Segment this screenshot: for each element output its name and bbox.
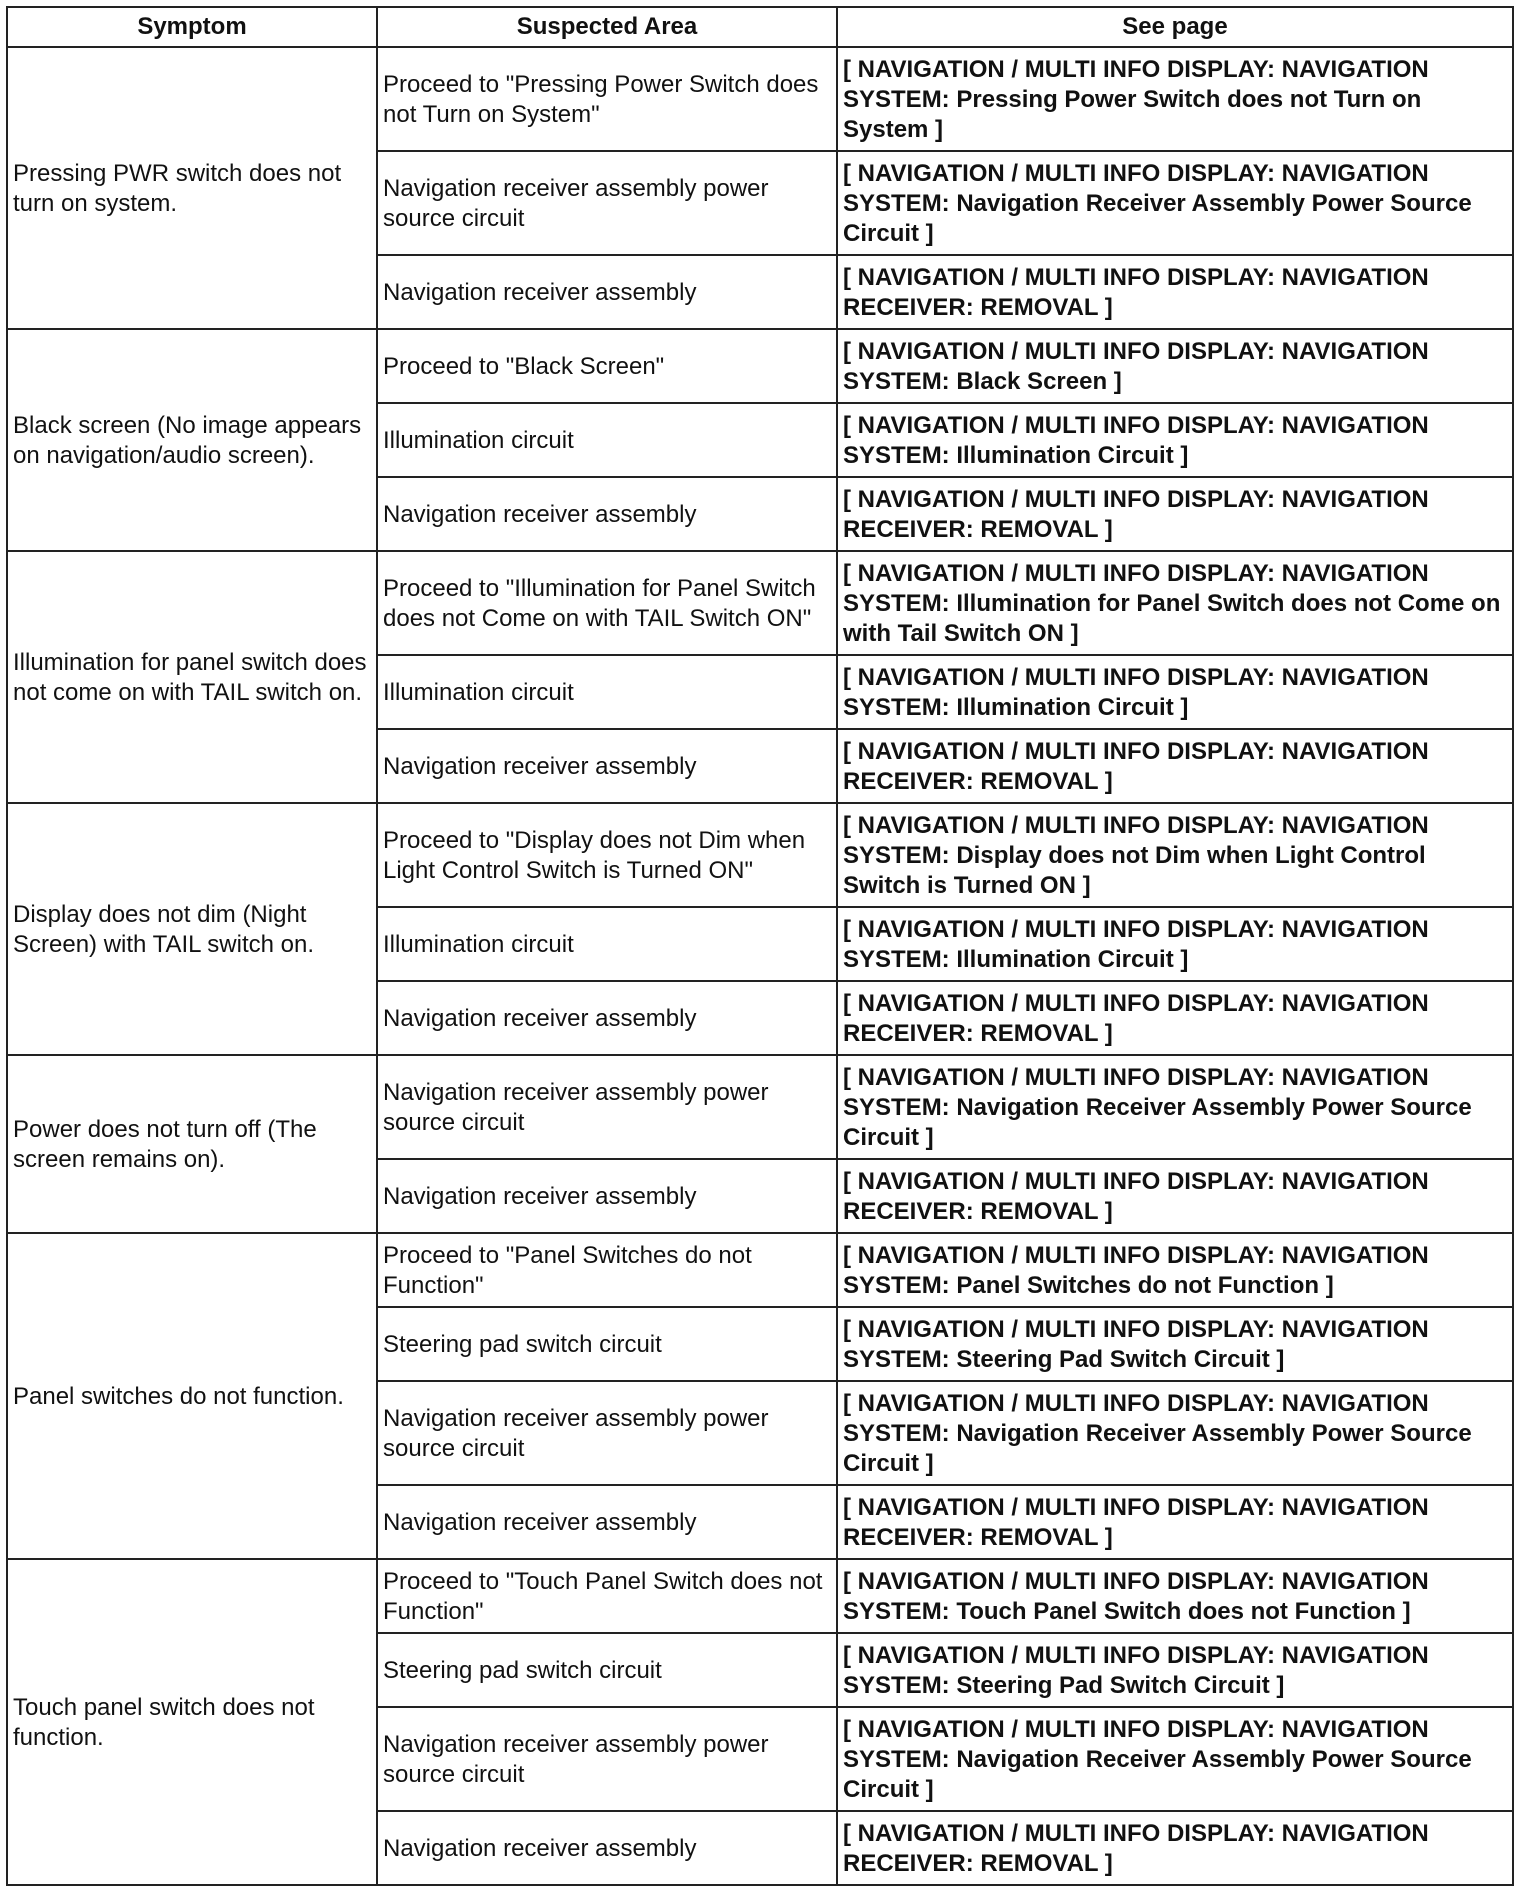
see-page-cell: [ NAVIGATION / MULTI INFO DISPLAY: NAVIGATION SYSTEM: Navigation Receiver Assembly Power Source Circuit ] [837,151,1513,255]
symptom-cell: Power does not turn off (The screen remains on). [7,1055,377,1233]
see-page-cell: [ NAVIGATION / MULTI INFO DISPLAY: NAVIGATION RECEIVER: REMOVAL ] [837,1159,1513,1233]
suspected-area-cell: Navigation receiver assembly [377,477,837,551]
see-page-cell: [ NAVIGATION / MULTI INFO DISPLAY: NAVIGATION SYSTEM: Steering Pad Switch Circuit ] [837,1633,1513,1707]
suspected-area-cell: Navigation receiver assembly [377,1159,837,1233]
see-page-cell: [ NAVIGATION / MULTI INFO DISPLAY: NAVIGATION SYSTEM: Navigation Receiver Assembly Power Source Circuit ] [837,1707,1513,1811]
suspected-area-cell: Proceed to "Black Screen" [377,329,837,403]
symptom-cell: Pressing PWR switch does not turn on system. [7,47,377,329]
suspected-area-cell: Navigation receiver assembly power source circuit [377,151,837,255]
suspected-area-cell: Illumination circuit [377,907,837,981]
table-row [7,1055,1513,1159]
see-page-cell: [ NAVIGATION / MULTI INFO DISPLAY: NAVIGATION RECEIVER: REMOVAL ] [837,1811,1513,1885]
see-page-cell: [ NAVIGATION / MULTI INFO DISPLAY: NAVIGATION RECEIVER: REMOVAL ] [837,255,1513,329]
see-page-cell: [ NAVIGATION / MULTI INFO DISPLAY: NAVIGATION SYSTEM: Illumination for Panel Switch does not Come on with Tail Switch ON ] [837,551,1513,655]
table-row [7,551,1513,655]
table-row [7,803,1513,907]
table-row [7,1233,1513,1307]
suspected-area-cell: Navigation receiver assembly [377,981,837,1055]
table-row [7,1559,1513,1633]
suspected-area-cell: Proceed to "Display does not Dim when Light Control Switch is Turned ON" [377,803,837,907]
see-page-cell: [ NAVIGATION / MULTI INFO DISPLAY: NAVIGATION SYSTEM: Panel Switches do not Function ] [837,1233,1513,1307]
see-page-cell: [ NAVIGATION / MULTI INFO DISPLAY: NAVIGATION SYSTEM: Illumination Circuit ] [837,907,1513,981]
header-see-page: See page [837,7,1513,47]
see-page-cell: [ NAVIGATION / MULTI INFO DISPLAY: NAVIGATION RECEIVER: REMOVAL ] [837,729,1513,803]
see-page-cell: [ NAVIGATION / MULTI INFO DISPLAY: NAVIGATION RECEIVER: REMOVAL ] [837,981,1513,1055]
see-page-cell: [ NAVIGATION / MULTI INFO DISPLAY: NAVIGATION RECEIVER: REMOVAL ] [837,477,1513,551]
suspected-area-cell: Steering pad switch circuit [377,1307,837,1381]
table-row [7,47,1513,151]
see-page-cell: [ NAVIGATION / MULTI INFO DISPLAY: NAVIGATION RECEIVER: REMOVAL ] [837,1485,1513,1559]
see-page-cell: [ NAVIGATION / MULTI INFO DISPLAY: NAVIGATION SYSTEM: Navigation Receiver Assembly Power Source Circuit ] [837,1055,1513,1159]
troubleshooting-table-container [6,6,1512,1886]
suspected-area-cell: Proceed to "Panel Switches do not Function" [377,1233,837,1307]
suspected-area-cell: Navigation receiver assembly [377,255,837,329]
table-body [7,47,1513,1885]
symptom-cell: Touch panel switch does not function. [7,1559,377,1885]
suspected-area-cell: Proceed to "Pressing Power Switch does not Turn on System" [377,47,837,151]
suspected-area-cell: Proceed to "Illumination for Panel Switch does not Come on with TAIL Switch ON" [377,551,837,655]
see-page-cell: [ NAVIGATION / MULTI INFO DISPLAY: NAVIGATION SYSTEM: Display does not Dim when Light Control Switch is Turned ON ] [837,803,1513,907]
troubleshooting-table [6,6,1514,1886]
symptom-cell: Black screen (No image appears on navigation/audio screen). [7,329,377,551]
header-row [7,7,1513,47]
header-suspected-area: Suspected Area [377,7,837,47]
symptom-cell: Panel switches do not function. [7,1233,377,1559]
suspected-area-cell: Navigation receiver assembly [377,729,837,803]
see-page-cell: [ NAVIGATION / MULTI INFO DISPLAY: NAVIGATION SYSTEM: Navigation Receiver Assembly Power Source Circuit ] [837,1381,1513,1485]
suspected-area-cell: Navigation receiver assembly [377,1485,837,1559]
suspected-area-cell: Navigation receiver assembly power source circuit [377,1707,837,1811]
suspected-area-cell: Steering pad switch circuit [377,1633,837,1707]
header-symptom: Symptom [7,7,377,47]
table-row [7,329,1513,403]
see-page-cell: [ NAVIGATION / MULTI INFO DISPLAY: NAVIGATION SYSTEM: Illumination Circuit ] [837,403,1513,477]
see-page-cell: [ NAVIGATION / MULTI INFO DISPLAY: NAVIGATION SYSTEM: Steering Pad Switch Circuit ] [837,1307,1513,1381]
see-page-cell: [ NAVIGATION / MULTI INFO DISPLAY: NAVIGATION SYSTEM: Pressing Power Switch does not Turn on System ] [837,47,1513,151]
suspected-area-cell: Illumination circuit [377,403,837,477]
see-page-cell: [ NAVIGATION / MULTI INFO DISPLAY: NAVIGATION SYSTEM: Touch Panel Switch does not Function ] [837,1559,1513,1633]
see-page-cell: [ NAVIGATION / MULTI INFO DISPLAY: NAVIGATION SYSTEM: Illumination Circuit ] [837,655,1513,729]
symptom-cell: Display does not dim (Night Screen) with TAIL switch on. [7,803,377,1055]
see-page-cell: [ NAVIGATION / MULTI INFO DISPLAY: NAVIGATION SYSTEM: Black Screen ] [837,329,1513,403]
suspected-area-cell: Illumination circuit [377,655,837,729]
suspected-area-cell: Proceed to "Touch Panel Switch does not Function" [377,1559,837,1633]
table-header [7,7,1513,47]
suspected-area-cell: Navigation receiver assembly [377,1811,837,1885]
suspected-area-cell: Navigation receiver assembly power source circuit [377,1055,837,1159]
symptom-cell: Illumination for panel switch does not come on with TAIL switch on. [7,551,377,803]
suspected-area-cell: Navigation receiver assembly power source circuit [377,1381,837,1485]
